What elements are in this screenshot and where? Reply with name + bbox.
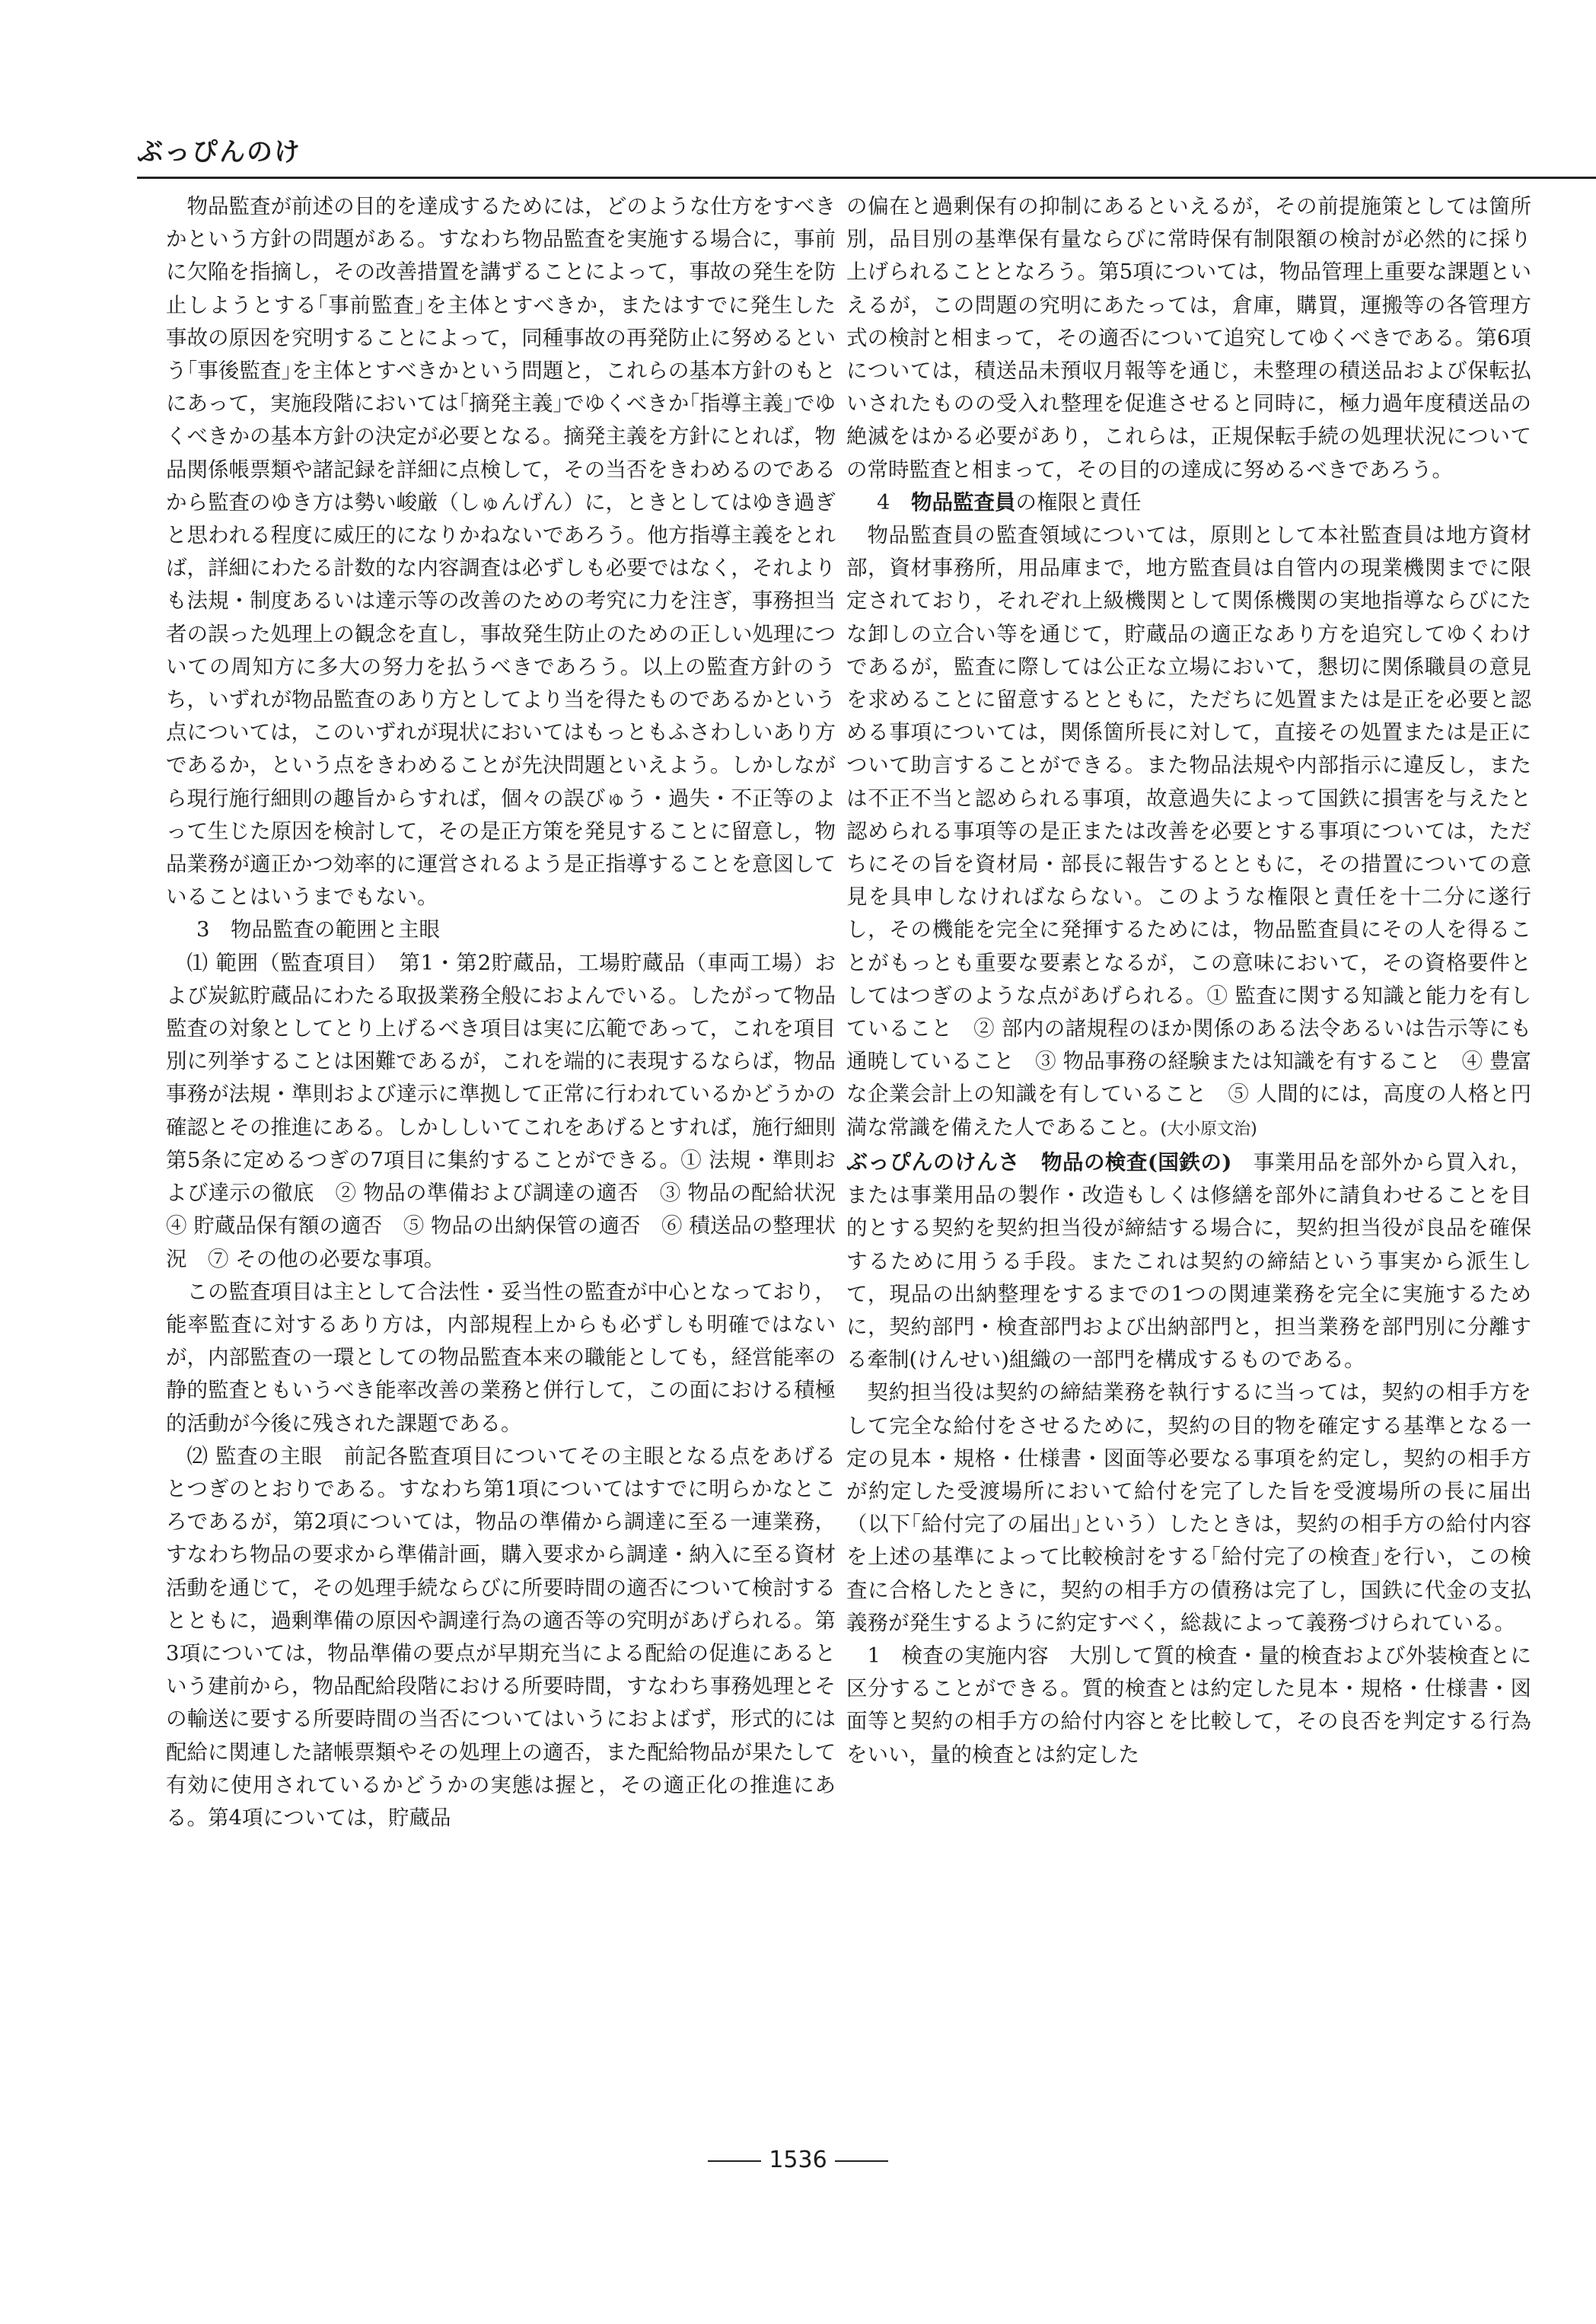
entry-text: 事業用品を部外から買入れ，または事業用品の製作・改造もしくは修繕を部外に請負わせることを目的とする契約を契約担当役が締結する場合に，契約担当役が良品を確保するために用うる手段。またこれは契約の締結という事実から派生して，現品の出納整理をするまでの1つの関連業務を完全に実施するために，契約部門・検査部門および出納部門と，担当業務を部門別に分離する牽制(けんせい)組織の一部門を構成するものである。: [846, 1149, 1531, 1372]
paragraph: [846, 519, 1531, 1146]
left-column: [166, 190, 836, 2200]
paragraph: 1 検査の実施内容 大別して質的検査・量的検査および外装検査とに区分することができる。質的検査とは約定した見本・規格・仕様書・図面等と契約の相手方の給付内容とを比較して，その良否を判定する行為をいい，量的検査とは約定した: [846, 1643, 1531, 1767]
section-heading-bold: 物品監査員: [911, 489, 1016, 515]
paragraph: の偏在と過剰保有の抑制にあるといえるが，その前提施策としては箇所別，品目別の基準保有量ならびに常時保有制限額の検討が必然的に採り上げられることとなろう。第5項については，物品管理上重要な課題といえるが，この問題の究明にあたっては，倉庫，購買，運搬等の各管理方式の検討と相まって，その適否について追究してゆくべきである。第6項については，積送品未預収月報等を通じ，未整理の積送品および保転払いされたものの受入れ整理を促進させると同時に，極力過年度積送品の絶滅をはかる必要があり，これらは，正規保転手続の処理状況についての常時監査と相まって，その目的の達成に努めるべきであろう。: [846, 194, 1531, 482]
page-number-text: 1536: [769, 2147, 827, 2173]
header-rule: [137, 177, 1596, 179]
dictionary-entry: [846, 1146, 1531, 1376]
page-number: [0, 2147, 1596, 2173]
paragraph: この監査項目は主として合法性・妥当性の監査が中心となっており，能率監査に対するあり方は，内部規程上からも必ずしも明確ではないが，内部監査の一環としての物品監査本来の職能としても，経営能率の静的監査ともいうべき能率改善の業務と併行して，この面における積極的活動が今後に残された課題である。: [166, 1279, 836, 1436]
folio-dash: [708, 2160, 761, 2162]
paragraph: 物品監査が前述の目的を達成するためには，どのような仕方をすべきかという方針の問題がある。すなわち物品監査を実施する場合に，事前に欠陥を指摘し，その改善措置を講ずることによって，事故の発生を防止しようとする｢事前監査｣を主体とすべきか，またはすでに発生した事故の原因を究明することによって，同種事故の再発防止に努めるという｢事後監査｣を主体とすべきかという問題と，これらの基本方針のもとにあって，実施段階においては｢摘発主義｣でゆくべきか｢指導主義｣でゆくべきかの基本方針の決定が必要となる。摘発主義を方針にとれば，物品関係帳票類や諸記録を詳細に点検して，その当否をきわめるのであるから監査のゆき方は勢い峻厳（しゅんげん）に，ときとしてはゆき過ぎと思われる程度に威圧的になりかねないであろう。他方指導主義をとれば，詳細にわたる計数的な内容調査は必ずしも必要ではなく，それよりも法規・制度あるいは達示等の改善のための考究に力を注ぎ，事務担当者の誤った処理上の観念を直し，事故発生防止のための正しい処理についての周知方に多大の努力を払うべきであろう。以上の監査方針のうち，いずれが物品監査のあり方としてより当を得たものであるかという点については，このいずれが現状においてはもっともふさわしいあり方であるか，という点をきわめることが先決問題といえよう。しかしながら現行施行細則の趣旨からすれば，個々の誤びゅう・過失・不正等のよって生じた原因を検討して，その是正方策を発見することに留意し，物品業務が適正かつ効率的に運営されるよう是正指導することを意図していることはいうまでもない。: [166, 194, 836, 910]
section-heading-rest: の権限と責任: [1015, 489, 1142, 515]
paragraph: ⑵ 監査の主眼 前記各監査項目についてその主眼となる点をあげるとつぎのとおりである。すなわち第1項についてはすでに明らかなところであるが，第2項については，物品の準備から調達に至る一連業務，すなわち物品の要求から準備計画，購入要求から調達・納入に至る資材活動を通じて，その処理手続ならびに所要時間の適否について検討するとともに，過剰準備の原因や調達行為の適否等の究明があげられる。第3項については，物品準備の要点が早期充当による配給の促進にあるという建前から，物品配給段階における所要時間，すなわち事務処理とその輸送に要する所要時間の当否についてはいうにおよばず，形式的には配給に関連した諸帳票類やその処理上の適否，また配給物品が果たして有効に使用されているかどうかの実態は握と，その適正化の推進にある。第4項については，貯蔵品: [166, 1443, 836, 1830]
paragraph: 契約担当役は契約の締結業務を執行するに当っては，契約の相手方をして完全な給付をさせるために，契約の目的物を確定する基準となる一定の見本・規格・仕様書・図面等必要なる事項を約定し，契約の相手方が約定した受渡場所において給付を完了した旨を受渡場所の長に届出（以下｢給付完了の届出｣という）したときは，契約の相手方の給付内容を上述の基準によって比較検討をする｢給付完了の検査｣を行い，この検査に合格したときに，契約の相手方の債務は完了し，国鉄に代金の支払義務が発生するように約定すべく，総裁によって義務づけられている。: [846, 1380, 1531, 1635]
author-credit: (大小原文治): [1160, 1119, 1257, 1139]
section-number: 4: [877, 489, 890, 515]
running-head: ぶっぴんのけ: [137, 137, 301, 167]
folio-dash: [835, 2160, 888, 2162]
section-heading: 3 物品監査の範囲と主眼: [196, 917, 440, 942]
paragraph: ⑴ 範囲（監査項目） 第1・第2貯蔵品，工場貯蔵品（車両工場）および炭鉱貯蔵品にわたる取扱業務全般におよんでいる。したがって物品監査の対象としてとり上げるべき項目は実に広範であって，これを項目別に列挙することは困難であるが，これを端的に表現するならば，物品事務が法規・準則および達示に準拠して正常に行われているかどうかの確認とその推進にある。しかししいてこれをあげるとすれば，施行細則第5条に定めるつぎの7項目に集約することができる。① 法規・準則および達示の徹底 ② 物品の準備および調達の適否 ③ 物品の配給状況 ④ 貯蔵品保有額の適否 ⑤ 物品の出納保管の適否 ⑥ 積送品の整理状況 ⑦ その他の必要な事項。: [166, 950, 836, 1271]
entry-title: 物品の検査(国鉄の): [1040, 1149, 1232, 1175]
paragraph-text: 物品監査員の監査領域については，原則として本社監査員は地方資材部，資材事務所，用品庫まで，地方監査員は自管内の現業機関までに限定されており，それぞれ上級機関として関係機関の実地指導ならびにたな卸しの立合い等を通じて，貯蔵品の適正なあり方を追究してゆくわけであるが，監査に際しては公正な立場において，懇切に関係職員の意見を求めることに留意するとともに，ただちに処置または是正を必要と認める事項については，関係箇所長に対して，直接その処置または是正について助言することができる。また物品法規や内部指示に違反し，または不正不当と認められる事項，故意過失によって国鉄に損害を与えたと認められる事項等の是正または改善を必要とする事項については，ただちにその旨を資材局・部長に報告するとともに，その措置についての意見を具申しなければならない。このような権限と責任を十二分に遂行し，その機能を完全に発揮するためには，物品監査員にその人を得ることがもっとも重要な要素となるが，この意味において，その資格要件としてはつぎのような点があげられる。① 監査に関する知識と能力を有していること ② 部内の諸規程のほか関係のある法令あるいは告示等にも通暁していること ③ 物品事務の経験または知識を有すること ④ 豊富な企業会計上の知識を有していること ⑤ 人間的には，高度の人格と円満な常識を備えた人であること。: [846, 523, 1531, 1140]
section-heading: [846, 486, 1531, 519]
right-column: [846, 190, 1531, 2200]
entry-headword: ぶっぴんのけんさ: [846, 1149, 1020, 1175]
